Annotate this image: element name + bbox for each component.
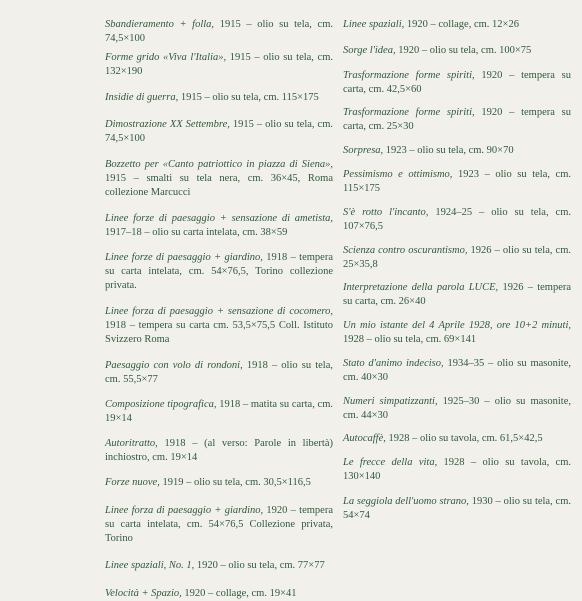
entry-details: 1920 – olio su tela, cm. 77×77 [194,559,325,571]
catalogue-entry [343,69,571,97]
entry-title: Linee forza di paesaggio + sensazione di cocomero, [105,305,333,317]
entry-title: Stato d'animo indeciso, [343,357,444,369]
entry-details: 1920 – olio su tela, cm. 100×75 [395,44,532,56]
entry-details: 1915 – olio su tela, cm. 132×190 [105,51,334,77]
entry-title: Linee forze di paesaggio + giardino, [105,251,263,263]
catalogue-entry [105,158,333,200]
catalogue-entry [105,359,333,387]
entry-title: Forme grido «Viva l'Italia», [105,51,227,63]
catalogue-entry [343,456,571,484]
entry-title: Scienza contro oscurantismo, [343,244,468,256]
catalogue-entry [343,357,571,385]
catalogue-entry [343,168,571,196]
entry-details: 1918 – olio su tela, cm. 55,5×77 [105,359,333,385]
entry-title: Autocaffè, [343,432,386,444]
catalogue-entry [343,495,571,523]
entry-title: Pessimismo e ottimismo, [343,168,453,180]
catalogue-entry [343,18,571,32]
entry-details: 1915 – olio su tela, cm. 74,5×100 [105,18,334,44]
catalogue-entry [343,319,571,347]
entry-details: 1920 – tempera su carta intelata, cm. 54×76,5 Collezione privata, Torino [105,504,333,544]
catalogue-entry [105,212,333,240]
catalogue-entry [105,476,333,490]
entry-details: 1923 – olio su tela, cm. 115×175 [343,168,572,194]
entry-title: Sorpresa, [343,144,384,156]
catalogue-entry [105,251,333,293]
entry-details: 1923 – olio su tela, cm. 90×70 [383,144,514,156]
entry-details: 1925–30 – olio su masonite, cm. 44×30 [343,395,571,421]
entry-details: 1930 – olio su tela, cm. 54×74 [343,495,571,521]
catalogue-entry [343,432,571,446]
entry-details: 1934–35 – olio su masonite, cm. 40×30 [343,357,571,383]
catalogue-entry [343,206,571,234]
entry-title: La seggiola dell'uomo strano, [343,495,469,507]
catalogue-entry [343,106,571,134]
catalogue-entry [105,118,333,146]
entry-title: Le frecce della vita, [343,456,438,468]
entry-details: 1924–25 – olio su tela, cm. 107×76,5 [343,206,571,232]
catalogue-entry [343,144,571,158]
entry-title: Forze nuove, [105,476,160,488]
entry-details: 1918 – tempera su carta cm. 53,5×75,5 Coll. Istituto Svizzero Roma [105,319,333,345]
catalogue-entry [343,244,571,272]
catalogue-entry [343,281,571,309]
entry-details: 1919 – olio su tela, cm. 30,5×116,5 [159,476,311,488]
entry-title: Linee spaziali, No. 1, [105,559,195,571]
entry-title: Paesaggio con volo di rondoni, [105,359,243,371]
entry-details: 1918 – matita su carta, cm. 19×14 [105,398,333,424]
entry-title: Composizione tipografica, [105,398,217,410]
entry-title: Sbandieramento + folla, [105,18,215,30]
entry-title: S'è rotto l'incanto, [343,206,429,218]
entry-title: Sorge l'idea, [343,44,396,56]
entry-title: Trasformazione forme spiriti, [343,106,475,118]
catalogue-entry [105,398,333,426]
entry-title: Trasformazione forme spiriti, [343,69,475,81]
entry-title: Un mio istante del 4 Aprile 1928, ore 10+2 minuti, [343,319,571,331]
entry-title: Linee forza di paesaggio + giardino, [105,504,264,516]
entry-details: 1920 – tempera su carta, cm. 42,5×60 [343,69,571,95]
catalogue-entry [105,504,333,546]
catalogue-entry [105,437,333,465]
entry-details: 1928 – olio su tavola, cm. 130×140 [343,456,572,482]
entry-details: 1926 – tempera su carta, cm. 26×40 [343,281,572,307]
entry-title: Velocità + Spazio, [105,587,182,599]
entry-details: 1918 – (al verso: Parole in libertà) inchiostro, cm. 19×14 [105,437,333,463]
entry-title: Linee spaziali, [343,18,405,30]
entry-details: 1917–18 – olio su carta intelata, cm. 38×59 [105,226,288,238]
entry-details: 1920 – collage, cm. 12×26 [404,18,519,30]
entry-title: Bozzetto per «Canto patriottico in piazza di Siena», [105,158,333,170]
entry-details: 1920 – tempera su carta, cm. 25×30 [343,106,571,132]
entry-details: 1926 – olio su tela, cm. 25×35,8 [343,244,572,270]
entry-title: Insidie di guerra, [105,91,179,103]
catalogue-entry [105,51,333,79]
entry-details: 1918 – tempera su carta intelata, cm. 54×76,5, Torino collezione privata. [105,251,333,291]
catalogue-entry [105,305,333,347]
entry-details: 1915 – olio su tela, cm. 115×175 [178,91,319,103]
catalogue-entry [105,91,333,105]
entry-title: Dimostrazione XX Settembre, [105,118,230,130]
entry-details: 1915 – smalti su tela nera, cm. 36×45, Roma collezione Marcucci [105,172,333,198]
entry-details: 1928 – olio su tavola, cm. 61,5×42,5 [385,432,543,444]
entry-details: 1928 – olio su tela, cm. 69×141 [343,333,477,345]
entry-title: Numeri simpatizzanti, [343,395,438,407]
catalogue-entry [343,395,571,423]
entry-title: Linee forze di paesaggio + sensazione di ametista, [105,212,333,224]
catalogue-entry [343,44,571,58]
catalogue-entry [105,587,333,601]
entry-details: 1915 – olio su tela, cm. 74,5×100 [105,118,333,144]
entry-title: Autoritratto, [105,437,158,449]
entry-details: 1920 – collage, cm. 19×41 [181,587,297,599]
catalogue-entry [105,18,333,46]
catalogue-entry [105,559,333,573]
entry-title: Interpretazione della parola LUCE, [343,281,499,293]
